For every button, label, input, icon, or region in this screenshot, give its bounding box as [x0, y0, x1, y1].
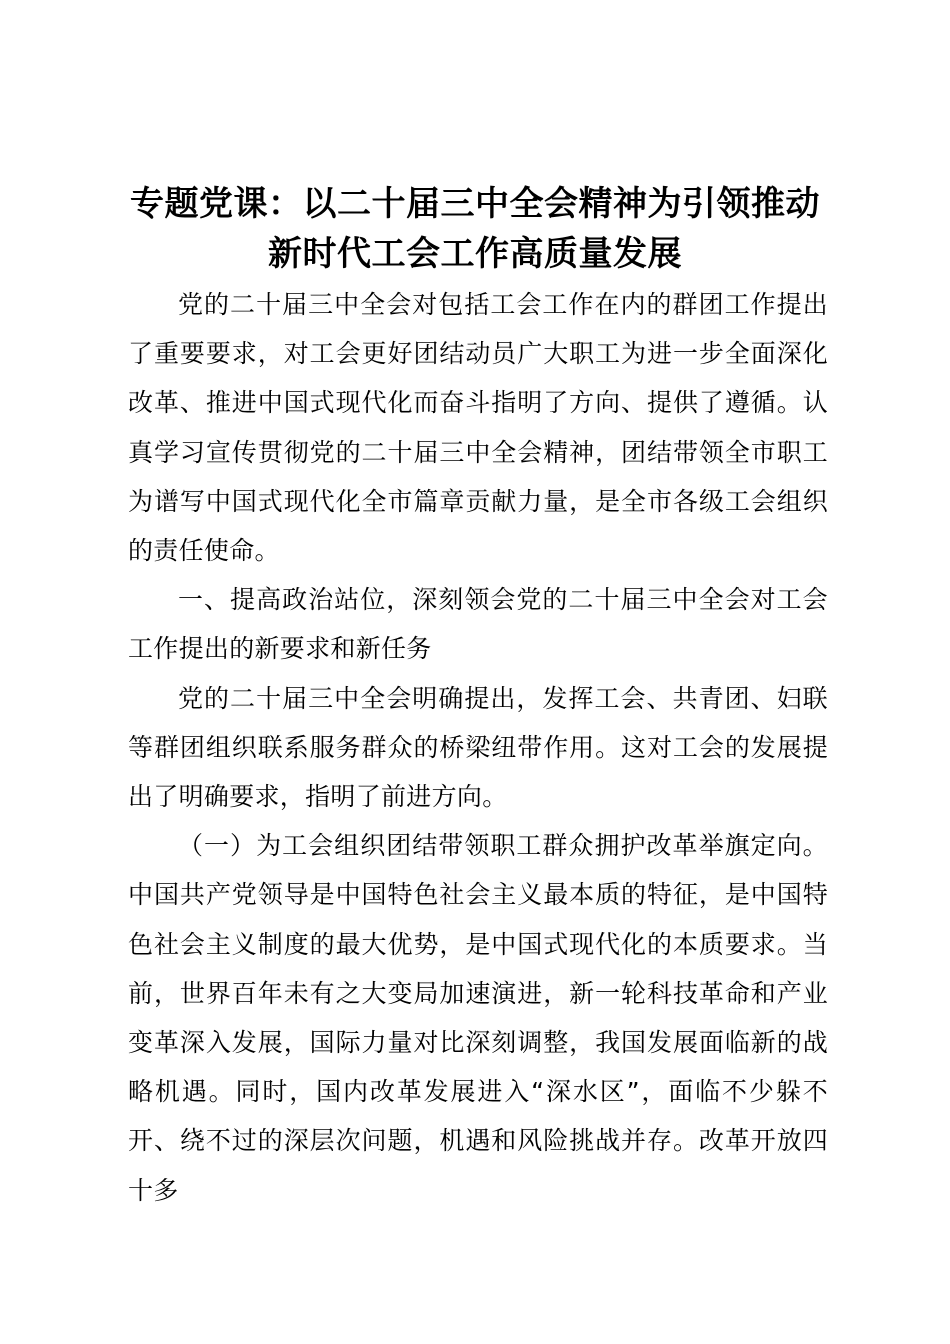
paragraph-intro: 党的二十届三中全会对包括工会工作在内的群团工作提出了重要要求，对工会更好团结动员广大职工为进一步全面深化改革、推进中国式现代化而奋斗指明了方向、提供了遵循。认真学习宣传贯彻党的二十届三中全会精神，团结带领全市职工为谱写中国式现代化全市篇章贡献力量，是全市各级工会组织的责任使命。 — [128, 290, 828, 566]
paragraph-section-1: 党的二十届三中全会明确提出，发挥工会、共青团、妇联等群团组织联系服务群众的桥梁纽带作用。这对工会的发展提出了明确要求，指明了前进方向。 — [128, 683, 828, 812]
document-body — [128, 280, 828, 1215]
section-heading-1: 一、提高政治站位，深刻领会党的二十届三中全会对工会工作提出的新要求和新任务 — [128, 585, 828, 664]
document-title-line-2: 新时代工会工作高质量发展 — [268, 234, 682, 274]
document-title-line-1: 专题党课：以二十届三中全会精神为引领推动 — [130, 184, 820, 224]
paragraph-subsection-1: （一）为工会组织团结带领职工群众拥护改革举旗定向。中国共产党领导是中国特色社会主义最本质的特征，是中国特色社会主义制度的最大优势，是中国式现代化的本质要求。当前，世界百年未有之大变局加速演进，新一轮科技革命和产业变革深入发展，国际力量对比深刻调整，我国发展面临新的战略机遇。同时，国内改革发展进入“深水区”，面临不少躲不开、绕不过的深层次问题，机遇和风险挑战并存。改革开放四十多 — [128, 831, 828, 1205]
